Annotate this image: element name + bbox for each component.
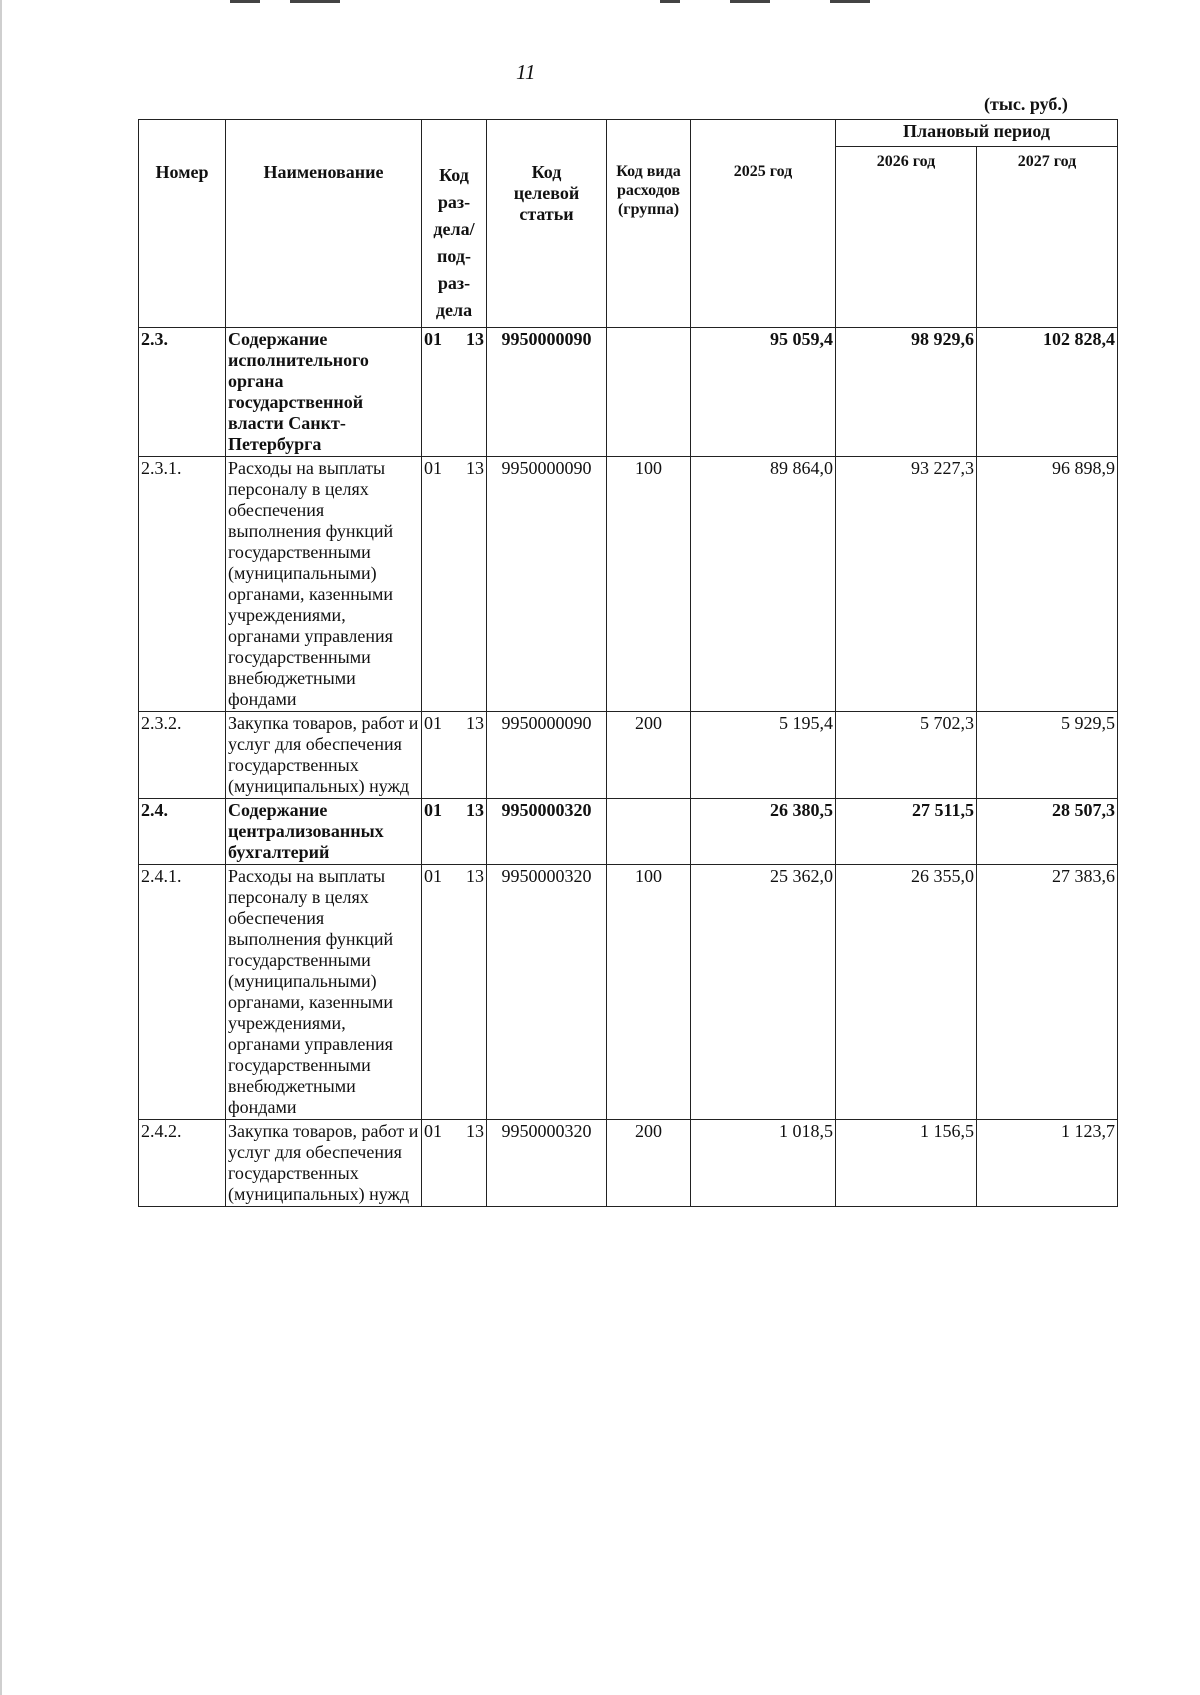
row-2025: 25 362,0 xyxy=(691,865,836,1120)
row-kvr xyxy=(607,328,691,457)
scan-left-edge xyxy=(0,0,2,1695)
header-kvr: Код вида расходов (группа) xyxy=(607,120,691,328)
row-podrazdel: 13 xyxy=(466,458,484,478)
header-number: Номер xyxy=(139,120,226,328)
row-2027: 102 828,4 xyxy=(977,328,1118,457)
row-razdel-cell xyxy=(422,799,487,865)
table-row xyxy=(139,328,1118,457)
row-number: 2.3. xyxy=(139,328,226,457)
row-razdel: 01 xyxy=(424,458,442,478)
row-kvr: 200 xyxy=(607,712,691,799)
row-razdel-cell xyxy=(422,1120,487,1207)
row-name: Закупка товаров, работ и услуг для обеспечения государственных (муниципальных) нужд xyxy=(226,1120,422,1207)
row-target: 9950000090 xyxy=(487,328,607,457)
row-kvr: 200 xyxy=(607,1120,691,1207)
header-2027: 2027 год xyxy=(977,147,1118,328)
row-razdel-cell xyxy=(422,712,487,799)
row-2027: 96 898,9 xyxy=(977,457,1118,712)
row-2025: 1 018,5 xyxy=(691,1120,836,1207)
row-razdel-cell xyxy=(422,865,487,1120)
header-2026: 2026 год xyxy=(836,147,977,328)
table-row xyxy=(139,865,1118,1120)
row-target: 9950000320 xyxy=(487,799,607,865)
row-number: 2.4.2. xyxy=(139,1120,226,1207)
row-number: 2.4.1. xyxy=(139,865,226,1120)
row-target: 9950000320 xyxy=(487,1120,607,1207)
row-podrazdel: 13 xyxy=(466,866,484,886)
table-row xyxy=(139,712,1118,799)
header-razdel: Код раз-дела/ под-раз-дела xyxy=(422,120,487,328)
row-2025: 26 380,5 xyxy=(691,799,836,865)
header-2025: 2025 год xyxy=(691,120,836,328)
row-razdel: 01 xyxy=(424,1121,442,1141)
row-target: 9950000320 xyxy=(487,865,607,1120)
row-podrazdel: 13 xyxy=(466,329,484,349)
row-razdel-cell xyxy=(422,457,487,712)
row-2026: 26 355,0 xyxy=(836,865,977,1120)
row-number: 2.4. xyxy=(139,799,226,865)
header-row-top xyxy=(139,120,1118,147)
row-kvr: 100 xyxy=(607,865,691,1120)
table-row xyxy=(139,1120,1118,1207)
row-razdel: 01 xyxy=(424,713,442,733)
row-2025: 95 059,4 xyxy=(691,328,836,457)
row-name: Содержание централизованных бухгалтерий xyxy=(226,799,422,865)
row-2027: 27 383,6 xyxy=(977,865,1118,1120)
row-2026: 98 929,6 xyxy=(836,328,977,457)
row-razdel: 01 xyxy=(424,800,442,820)
scan-top-marks xyxy=(230,0,930,4)
row-razdel: 01 xyxy=(424,866,442,886)
row-podrazdel: 13 xyxy=(466,1121,484,1141)
page-number: 11 xyxy=(516,60,536,84)
row-name: Закупка товаров, работ и услуг для обеспечения государственных (муниципальных) нужд xyxy=(226,712,422,799)
row-2026: 27 511,5 xyxy=(836,799,977,865)
row-2027: 5 929,5 xyxy=(977,712,1118,799)
row-2026: 5 702,3 xyxy=(836,712,977,799)
row-number: 2.3.2. xyxy=(139,712,226,799)
units-label: (тыс. руб.) xyxy=(984,94,1068,114)
row-target: 9950000090 xyxy=(487,457,607,712)
row-kvr: 100 xyxy=(607,457,691,712)
row-2026: 1 156,5 xyxy=(836,1120,977,1207)
table-row xyxy=(139,799,1118,865)
row-name: Содержание исполнительного органа государственной власти Санкт-Петербурга xyxy=(226,328,422,457)
row-2027: 28 507,3 xyxy=(977,799,1118,865)
row-2026: 93 227,3 xyxy=(836,457,977,712)
row-number: 2.3.1. xyxy=(139,457,226,712)
row-2027: 1 123,7 xyxy=(977,1120,1118,1207)
row-name: Расходы на выплаты персоналу в целях обеспечения выполнения функций государственными (муниципальными) органами, казенными учреждениями, органами управления государственными внебюджетными фондами xyxy=(226,457,422,712)
row-razdel: 01 xyxy=(424,329,442,349)
header-target: Код целевой статьи xyxy=(487,120,607,328)
row-2025: 89 864,0 xyxy=(691,457,836,712)
row-name: Расходы на выплаты персоналу в целях обеспечения выполнения функций государственными (муниципальными) органами, казенными учреждениями, органами управления государственными внебюджетными фондами xyxy=(226,865,422,1120)
table-body xyxy=(139,328,1118,1207)
row-podrazdel: 13 xyxy=(466,800,484,820)
row-target: 9950000090 xyxy=(487,712,607,799)
row-kvr xyxy=(607,799,691,865)
table-row xyxy=(139,457,1118,712)
row-2025: 5 195,4 xyxy=(691,712,836,799)
header-plan-period: Плановый период xyxy=(836,120,1118,147)
row-razdel-cell xyxy=(422,328,487,457)
budget-table xyxy=(138,119,1118,1207)
header-name: Наименование xyxy=(226,120,422,328)
row-podrazdel: 13 xyxy=(466,713,484,733)
